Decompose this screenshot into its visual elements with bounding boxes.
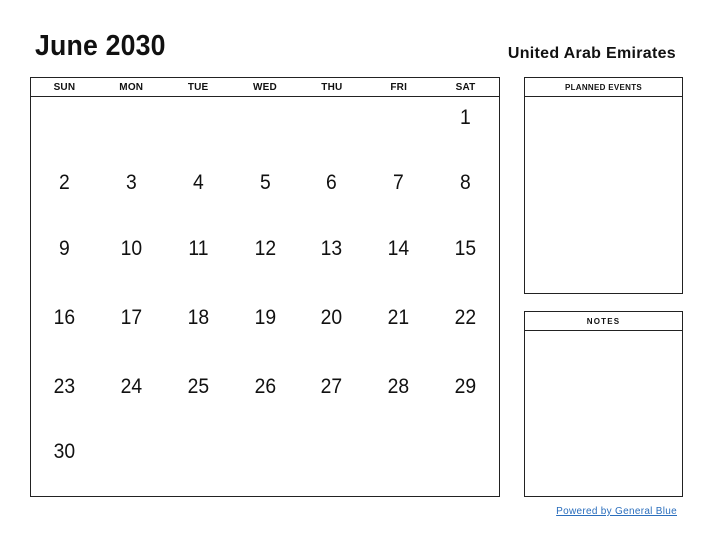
day-cell: 18 bbox=[187, 306, 209, 329]
weekday-header bbox=[31, 78, 499, 97]
day-cell: 14 bbox=[387, 237, 410, 260]
notes-panel bbox=[524, 311, 683, 497]
day-cell: 27 bbox=[321, 375, 343, 398]
day-cell: 3 bbox=[125, 171, 137, 194]
day-cell: 17 bbox=[120, 306, 143, 329]
country-label: United Arab Emirates bbox=[507, 45, 676, 62]
calendar-days bbox=[31, 97, 499, 496]
weekday-tue: TUE bbox=[187, 82, 209, 93]
day-cell: 5 bbox=[259, 171, 271, 194]
day-cell: 8 bbox=[460, 171, 471, 194]
planned-events-panel bbox=[524, 77, 683, 294]
day-cell: 21 bbox=[387, 306, 410, 329]
day-cell: 12 bbox=[254, 237, 276, 260]
day-cell: 1 bbox=[460, 106, 471, 129]
day-cell: 25 bbox=[187, 375, 209, 398]
calendar-grid bbox=[30, 77, 500, 497]
day-cell: 2 bbox=[59, 171, 70, 194]
weekday-sat: SAT bbox=[455, 82, 476, 93]
day-cell: 23 bbox=[53, 375, 76, 398]
powered-by-link[interactable]: Powered by General Blue bbox=[556, 506, 677, 517]
day-cell: 15 bbox=[454, 237, 477, 260]
day-cell: 10 bbox=[120, 237, 143, 260]
day-cell: 20 bbox=[321, 306, 343, 329]
weekday-sun: SUN bbox=[53, 82, 76, 93]
day-cell: 29 bbox=[454, 375, 477, 398]
day-cell: 26 bbox=[254, 375, 276, 398]
notes-title: NOTES bbox=[525, 312, 682, 331]
day-cell: 16 bbox=[53, 306, 76, 329]
day-cell: 19 bbox=[254, 306, 276, 329]
page-title: June 2030 bbox=[35, 30, 166, 62]
day-cell: 9 bbox=[59, 237, 70, 260]
weekday-wed: WED bbox=[253, 82, 277, 93]
day-cell: 11 bbox=[188, 237, 209, 260]
weekday-mon: MON bbox=[119, 82, 144, 93]
weekday-fri: FRI bbox=[390, 82, 408, 93]
day-cell: 24 bbox=[120, 375, 143, 398]
day-cell: 6 bbox=[326, 171, 338, 194]
day-cell: 7 bbox=[393, 171, 405, 194]
weekday-thu: THU bbox=[321, 82, 343, 93]
day-cell: 30 bbox=[53, 440, 76, 463]
day-cell: 4 bbox=[192, 171, 204, 194]
day-cell: 28 bbox=[387, 375, 410, 398]
day-cell: 22 bbox=[454, 306, 477, 329]
planned-events-title: PLANNED EVENTS bbox=[525, 78, 682, 97]
day-cell: 13 bbox=[321, 237, 343, 260]
